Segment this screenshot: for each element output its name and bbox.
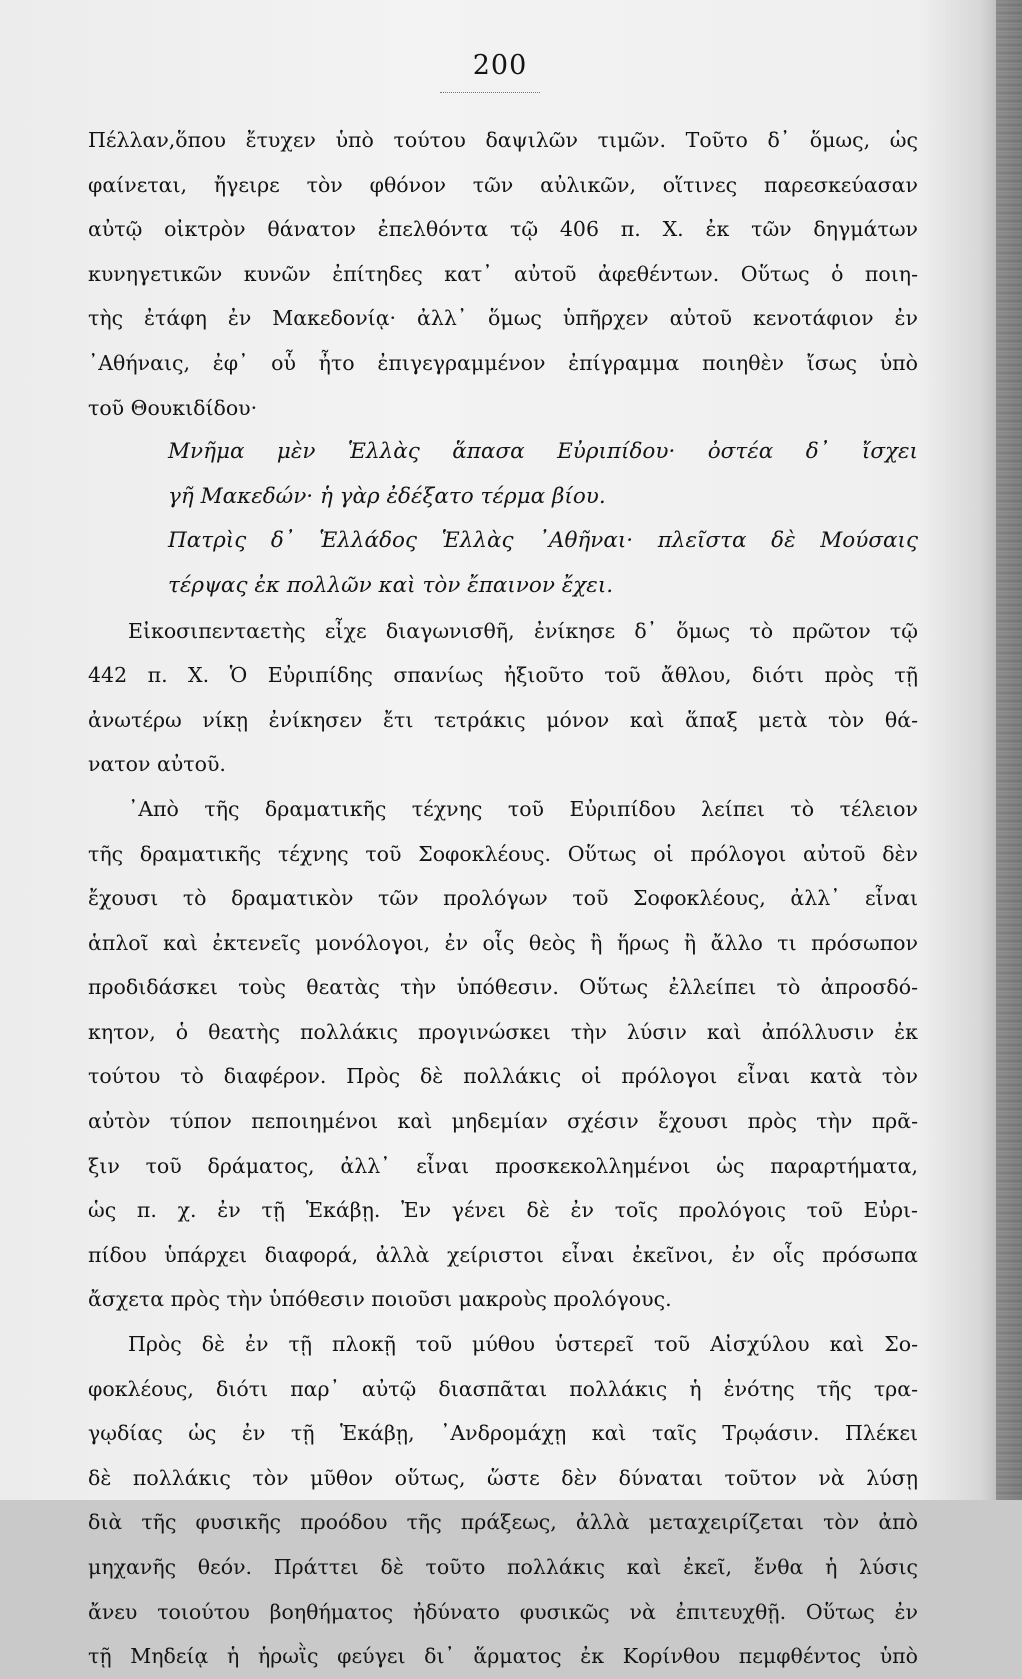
text-line: φαίνεται, ἤγειρε τὸν φθόνον τῶν αὐλικῶν, οἵτινες παρεσκεύασαν	[88, 172, 918, 197]
text-line: ξιν τοῦ δράματος, ἀλλ᾽ εἶναι προσκεκολλημένοι ὡς παραρτήματα,	[88, 1153, 918, 1178]
text-line: Πέλλαν,ὅπου ἔτυχεν ὑπὸ τούτου δαψιλῶν τιμῶν. Τοῦτο δ᾽ ὅμως, ὡς	[88, 128, 918, 152]
text-line: γῳδίας ὡς ἐν τῇ Ἑκάβῃ, ᾽Ανδρομάχῃ καὶ ταῖς Τρῳάσιν. Πλέκει	[88, 1421, 918, 1446]
text-line: ἁπλοῖ καὶ ἐκτενεῖς μονόλογοι, ἐν οἷς θεὸς ἢ ἥρως ἢ ἄλλο τι πρόσωπον	[88, 930, 918, 955]
header-rule	[440, 92, 540, 93]
text-line: ἄνευ τοιούτου βοηθήματος ἠδύνατο φυσικῶς νὰ ἐπιτευχθῇ. Οὕτως ἐν	[88, 1599, 918, 1624]
text-line: κυνηγετικῶν κυνῶν ἐπίτηδες κατ᾽ αὐτοῦ ἀφεθέντων. Οὕτως ὁ ποιη-	[88, 261, 918, 286]
text-line: αὐτὸν τύπον πεποιημένοι καὶ μηδεμίαν σχέσιν ἔχουσι πρὸς τὴν πρᾶ-	[88, 1109, 918, 1134]
text-line: τῆς δραματικῆς τέχνης τοῦ Σοφοκλέους. Οὕτως οἱ πρόλογοι αὐτοῦ δὲν	[88, 841, 918, 866]
text-line: Εἰκοσιπενταετὴς εἶχε διαγωνισθῆ, ἐνίκησε δ᾽ ὅμως τὸ πρῶτον τῷ	[128, 618, 918, 643]
text-line: κητον, ὁ θεατὴς πολλάκις προγινώσκει τὴν λύσιν καὶ ἀπόλλυσιν ἐκ	[88, 1019, 918, 1044]
text-line: τὴς ἐτάφη ἐν Μακεδονίᾳ· ἀλλ᾽ ὅμως ὑπῆρχεν αὐτοῦ κενοτάφιον ἐν	[88, 306, 918, 331]
epigram-line: Πατρὶς δ᾽ Ἑλλάδος Ἑλλὰς ᾽Αθῆναι· πλεῖστα δὲ Μούσαις	[168, 528, 918, 554]
text-line: νατον αὐτοῦ.	[88, 752, 226, 777]
text-line: Πρὸς δὲ ἐν τῇ πλοκῇ τοῦ μύθου ὑστερεῖ τοῦ Αἰσχύλου καὶ Σο-	[128, 1332, 918, 1357]
text-line: τοῦ Θουκιδίδου·	[88, 395, 258, 420]
page-number: 200	[472, 50, 528, 81]
text-line: 442 π. Χ. Ὁ Εὐριπίδης σπανίως ἠξιοῦτο τοῦ ἄθλου, διότι πρὸς τῇ	[88, 663, 918, 688]
epigram-line: τέρψας ἐκ πολλῶν καὶ τὸν ἔπαινον ἔχει.	[168, 572, 614, 598]
text-line: τῇ Μηδείᾳ ἡ ἡρωῒς φεύγει δι᾽ ἅρματος ἐκ Κορίνθου πεμφθέντος ὑπὸ	[88, 1644, 918, 1669]
text-line: ἔχουσι τὸ δραματικὸν τῶν προλόγων τοῦ Σοφοκλέους, ἀλλ᾽ εἶναι	[88, 886, 918, 911]
text-line: αὐτῷ οἰκτρὸν θάνατον ἐπελθόντα τῷ 406 π. Χ. ἐκ τῶν δηγμάτων	[88, 217, 918, 242]
text-line: πίδου ὑπάρχει διαφορά, ἀλλὰ χείριστοι εἶναι ἐκεῖνοι, ἐν οἷς πρόσωπα	[88, 1242, 918, 1267]
page-edge-shadow	[996, 0, 1022, 1500]
text-line: ᾽Απὸ τῆς δραματικῆς τέχνης τοῦ Εὐριπίδου λείπει τὸ τέλειον	[128, 796, 918, 821]
text-line: μηχανῆς θεόν. Πράττει δὲ τοῦτο πολλάκις καὶ ἐκεῖ, ἔνθα ἡ λύσις	[88, 1555, 918, 1579]
text-line: προδιδάσκει τοὺς θεατὰς τὴν ὑπόθεσιν. Οὕτως ἐλλείπει τὸ ἀπροσδό-	[88, 975, 918, 1000]
epigram-line: Μνῆμα μὲν Ἑλλὰς ἅπασα Εὐριπίδου· ὀστέα δ᾽ ἴσχει	[168, 439, 918, 465]
text-line: ἀνωτέρω νίκῃ ἐνίκησεν ἔτι τετράκις μόνον καὶ ἅπαξ μετὰ τὸν θά-	[88, 707, 918, 732]
text-line: δὲ πολλάκις τὸν μῦθον οὕτως, ὥστε δὲν δύναται τοῦτον νὰ λύσῃ	[88, 1465, 918, 1490]
text-line: φοκλέους, διότι παρ᾽ αὐτῷ διασπᾶται πολλάκις ἡ ἑνότης τῆς τρα-	[88, 1376, 918, 1401]
text-line: τούτου τὸ διαφέρον. Πρὸς δὲ πολλάκις οἱ πρόλογοι εἶναι κατὰ τὸν	[88, 1064, 918, 1089]
text-line: διὰ τῆς φυσικῆς προόδου τῆς πράξεως, ἀλλὰ μεταχειρίζεται τὸν ἀπὸ	[88, 1510, 918, 1535]
epigram-line: γῆ Μακεδών· ἡ γὰρ ἐδέξατο τέρμα βίου.	[168, 483, 606, 509]
text-body	[88, 118, 918, 1679]
text-line: ᾽Αθήναις, ἐφ᾽ οὗ ἦτο ἐπιγεγραμμένον ἐπίγραμμα ποιηθὲν ἴσως ὑπὸ	[88, 350, 918, 375]
text-line: ἄσχετα πρὸς τὴν ὑπόθεσιν ποιοῦσι μακροὺς προλόγους.	[88, 1287, 672, 1312]
text-line: ὡς π. χ. ἐν τῇ Ἑκάβῃ. Ἐν γένει δὲ ἐν τοῖς προλόγοις τοῦ Εὐρι-	[88, 1198, 918, 1223]
